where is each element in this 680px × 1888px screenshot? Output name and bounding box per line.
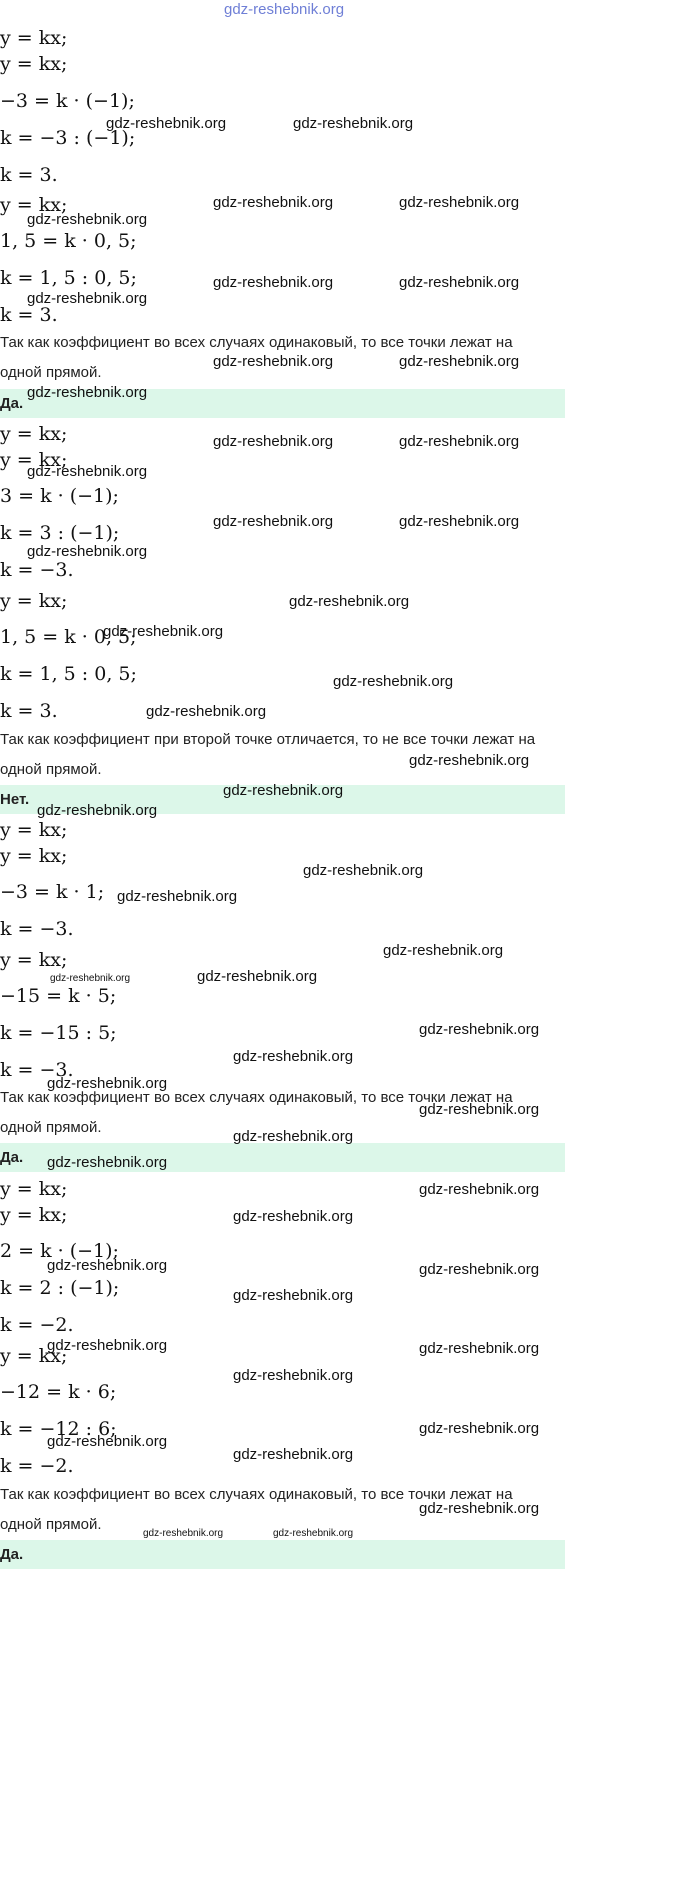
watermark: gdz-reshebnik.org: [289, 593, 410, 610]
watermark: gdz-reshebnik.org: [213, 513, 334, 530]
answer-text: Да.: [0, 1546, 24, 1563]
math-line: 3 = k · (−1);: [0, 485, 119, 507]
watermark: gdz-reshebnik.org: [399, 433, 520, 450]
watermark: gdz-reshebnik.org: [47, 1433, 168, 1450]
watermark: gdz-reshebnik.org: [233, 1367, 354, 1384]
math-line: k = 3.: [0, 304, 58, 326]
watermark: gdz-reshebnik.org: [399, 274, 520, 291]
watermark: gdz-reshebnik.org: [419, 1420, 540, 1437]
math-line: k = −3.: [0, 1059, 74, 1081]
watermark: gdz-reshebnik.org: [27, 463, 148, 480]
math-line: k = 2 : (−1);: [0, 1277, 120, 1299]
watermark: gdz-reshebnik.org: [27, 543, 148, 560]
watermark: gdz-reshebnik.org: [409, 752, 530, 769]
answer-text: Да.: [0, 395, 24, 412]
watermark: gdz-reshebnik.org: [223, 782, 344, 799]
watermark: gdz-reshebnik.org: [419, 1021, 540, 1038]
watermark: gdz-reshebnik.org: [213, 353, 334, 370]
math-line: k = 3.: [0, 700, 58, 722]
math-line: y = kx;: [0, 423, 68, 445]
math-line: 1, 5 = k · 0, 5;: [0, 626, 137, 648]
watermark: gdz-reshebnik.org: [233, 1208, 354, 1225]
conclusion-line: Так как коэффициент во всех случаях одинаковый, то все точки лежат на: [0, 1486, 513, 1503]
watermark: gdz-reshebnik.org: [27, 211, 148, 228]
math-line: y = kx;: [0, 1204, 68, 1226]
watermark: gdz-reshebnik.org: [103, 623, 224, 640]
watermark: gdz-reshebnik.org: [27, 290, 148, 307]
watermark: gdz-reshebnik.org: [399, 194, 520, 211]
math-line: −15 = k · 5;: [0, 985, 117, 1007]
watermark: gdz-reshebnik.org: [213, 274, 334, 291]
math-line: y = kx;: [0, 449, 68, 471]
math-line: −12 = k · 6;: [0, 1381, 117, 1403]
conclusion-line: одной прямой.: [0, 364, 102, 381]
answer-box: [0, 389, 565, 418]
answer-text: Нет.: [0, 791, 30, 808]
watermark: gdz-reshebnik.org: [233, 1287, 354, 1304]
watermark: gdz-reshebnik.org: [233, 1048, 354, 1065]
math-line: y = kx;: [0, 1345, 68, 1367]
watermark: gdz-reshebnik.org: [37, 802, 158, 819]
watermark: gdz-reshebnik.org: [419, 1101, 540, 1118]
math-line: 2 = k · (−1);: [0, 1240, 119, 1262]
watermark: gdz-reshebnik.org: [419, 1500, 540, 1517]
watermark: gdz-reshebnik.org: [47, 1337, 168, 1354]
answer-box: [0, 785, 565, 814]
conclusion-line: одной прямой.: [0, 1119, 102, 1136]
watermark: gdz-reshebnik.org: [50, 973, 131, 984]
watermark: gdz-reshebnik.org: [233, 1446, 354, 1463]
watermark: gdz-reshebnik.org: [233, 1128, 354, 1145]
watermark: gdz-reshebnik.org: [143, 1528, 224, 1539]
watermark: gdz-reshebnik.org: [419, 1340, 540, 1357]
math-line: y = kx;: [0, 949, 68, 971]
math-line: y = kx;: [0, 1178, 68, 1200]
watermark: gdz-reshebnik.org: [419, 1261, 540, 1278]
conclusion-line: Так как коэффициент при второй точке отличается, то не все точки лежат на: [0, 731, 536, 748]
math-line: k = −12 : 6;: [0, 1418, 117, 1440]
math-line: k = −3.: [0, 918, 74, 940]
math-line: k = 1, 5 : 0, 5;: [0, 267, 137, 289]
watermark: gdz-reshebnik.org: [303, 862, 424, 879]
math-line: y = kx;: [0, 845, 68, 867]
watermark: gdz-reshebnik.org: [197, 968, 318, 985]
watermark: gdz-reshebnik.org: [146, 703, 267, 720]
conclusion-line: одной прямой.: [0, 761, 102, 778]
watermark: gdz-reshebnik.org: [399, 513, 520, 530]
watermark: gdz-reshebnik.org: [213, 194, 334, 211]
math-line: k = 1, 5 : 0, 5;: [0, 663, 137, 685]
answer-text: Да.: [0, 1149, 24, 1166]
answer-box: [0, 1143, 565, 1172]
math-line: k = −2.: [0, 1314, 74, 1336]
watermark: gdz-reshebnik.org: [273, 1528, 354, 1539]
header-watermark: gdz-reshebnik.org: [224, 1, 345, 18]
watermark: gdz-reshebnik.org: [213, 433, 334, 450]
conclusion-line: Так как коэффициент во всех случаях одинаковый, то все точки лежат на: [0, 334, 513, 351]
math-line: −3 = k · (−1);: [0, 90, 135, 112]
watermark: gdz-reshebnik.org: [27, 384, 148, 401]
math-line: k = −2.: [0, 1455, 74, 1477]
math-line: y = kx;: [0, 53, 68, 75]
math-line: k = −15 : 5;: [0, 1022, 117, 1044]
math-line: y = kx;: [0, 194, 68, 216]
watermark: gdz-reshebnik.org: [47, 1257, 168, 1274]
watermark: gdz-reshebnik.org: [47, 1075, 168, 1092]
watermark: gdz-reshebnik.org: [106, 115, 227, 132]
conclusion-line: Так как коэффициент во всех случаях одинаковый, то все точки лежат на: [0, 1089, 513, 1106]
math-line: y = kx;: [0, 27, 68, 49]
math-line: 1, 5 = k · 0, 5;: [0, 230, 137, 252]
math-line: y = kx;: [0, 819, 68, 841]
watermark: gdz-reshebnik.org: [293, 115, 414, 132]
math-line: k = −3.: [0, 559, 74, 581]
answer-box: [0, 1540, 565, 1569]
watermark: gdz-reshebnik.org: [47, 1154, 168, 1171]
watermark: gdz-reshebnik.org: [117, 888, 238, 905]
math-line: k = 3 : (−1);: [0, 522, 120, 544]
watermark: gdz-reshebnik.org: [399, 353, 520, 370]
watermark: gdz-reshebnik.org: [333, 673, 454, 690]
watermark: gdz-reshebnik.org: [383, 942, 504, 959]
math-line: k = −3 : (−1);: [0, 127, 136, 149]
math-line: k = 3.: [0, 164, 58, 186]
conclusion-line: одной прямой.: [0, 1516, 102, 1533]
math-line: y = kx;: [0, 590, 68, 612]
watermark: gdz-reshebnik.org: [419, 1181, 540, 1198]
math-line: −3 = k · 1;: [0, 881, 105, 903]
